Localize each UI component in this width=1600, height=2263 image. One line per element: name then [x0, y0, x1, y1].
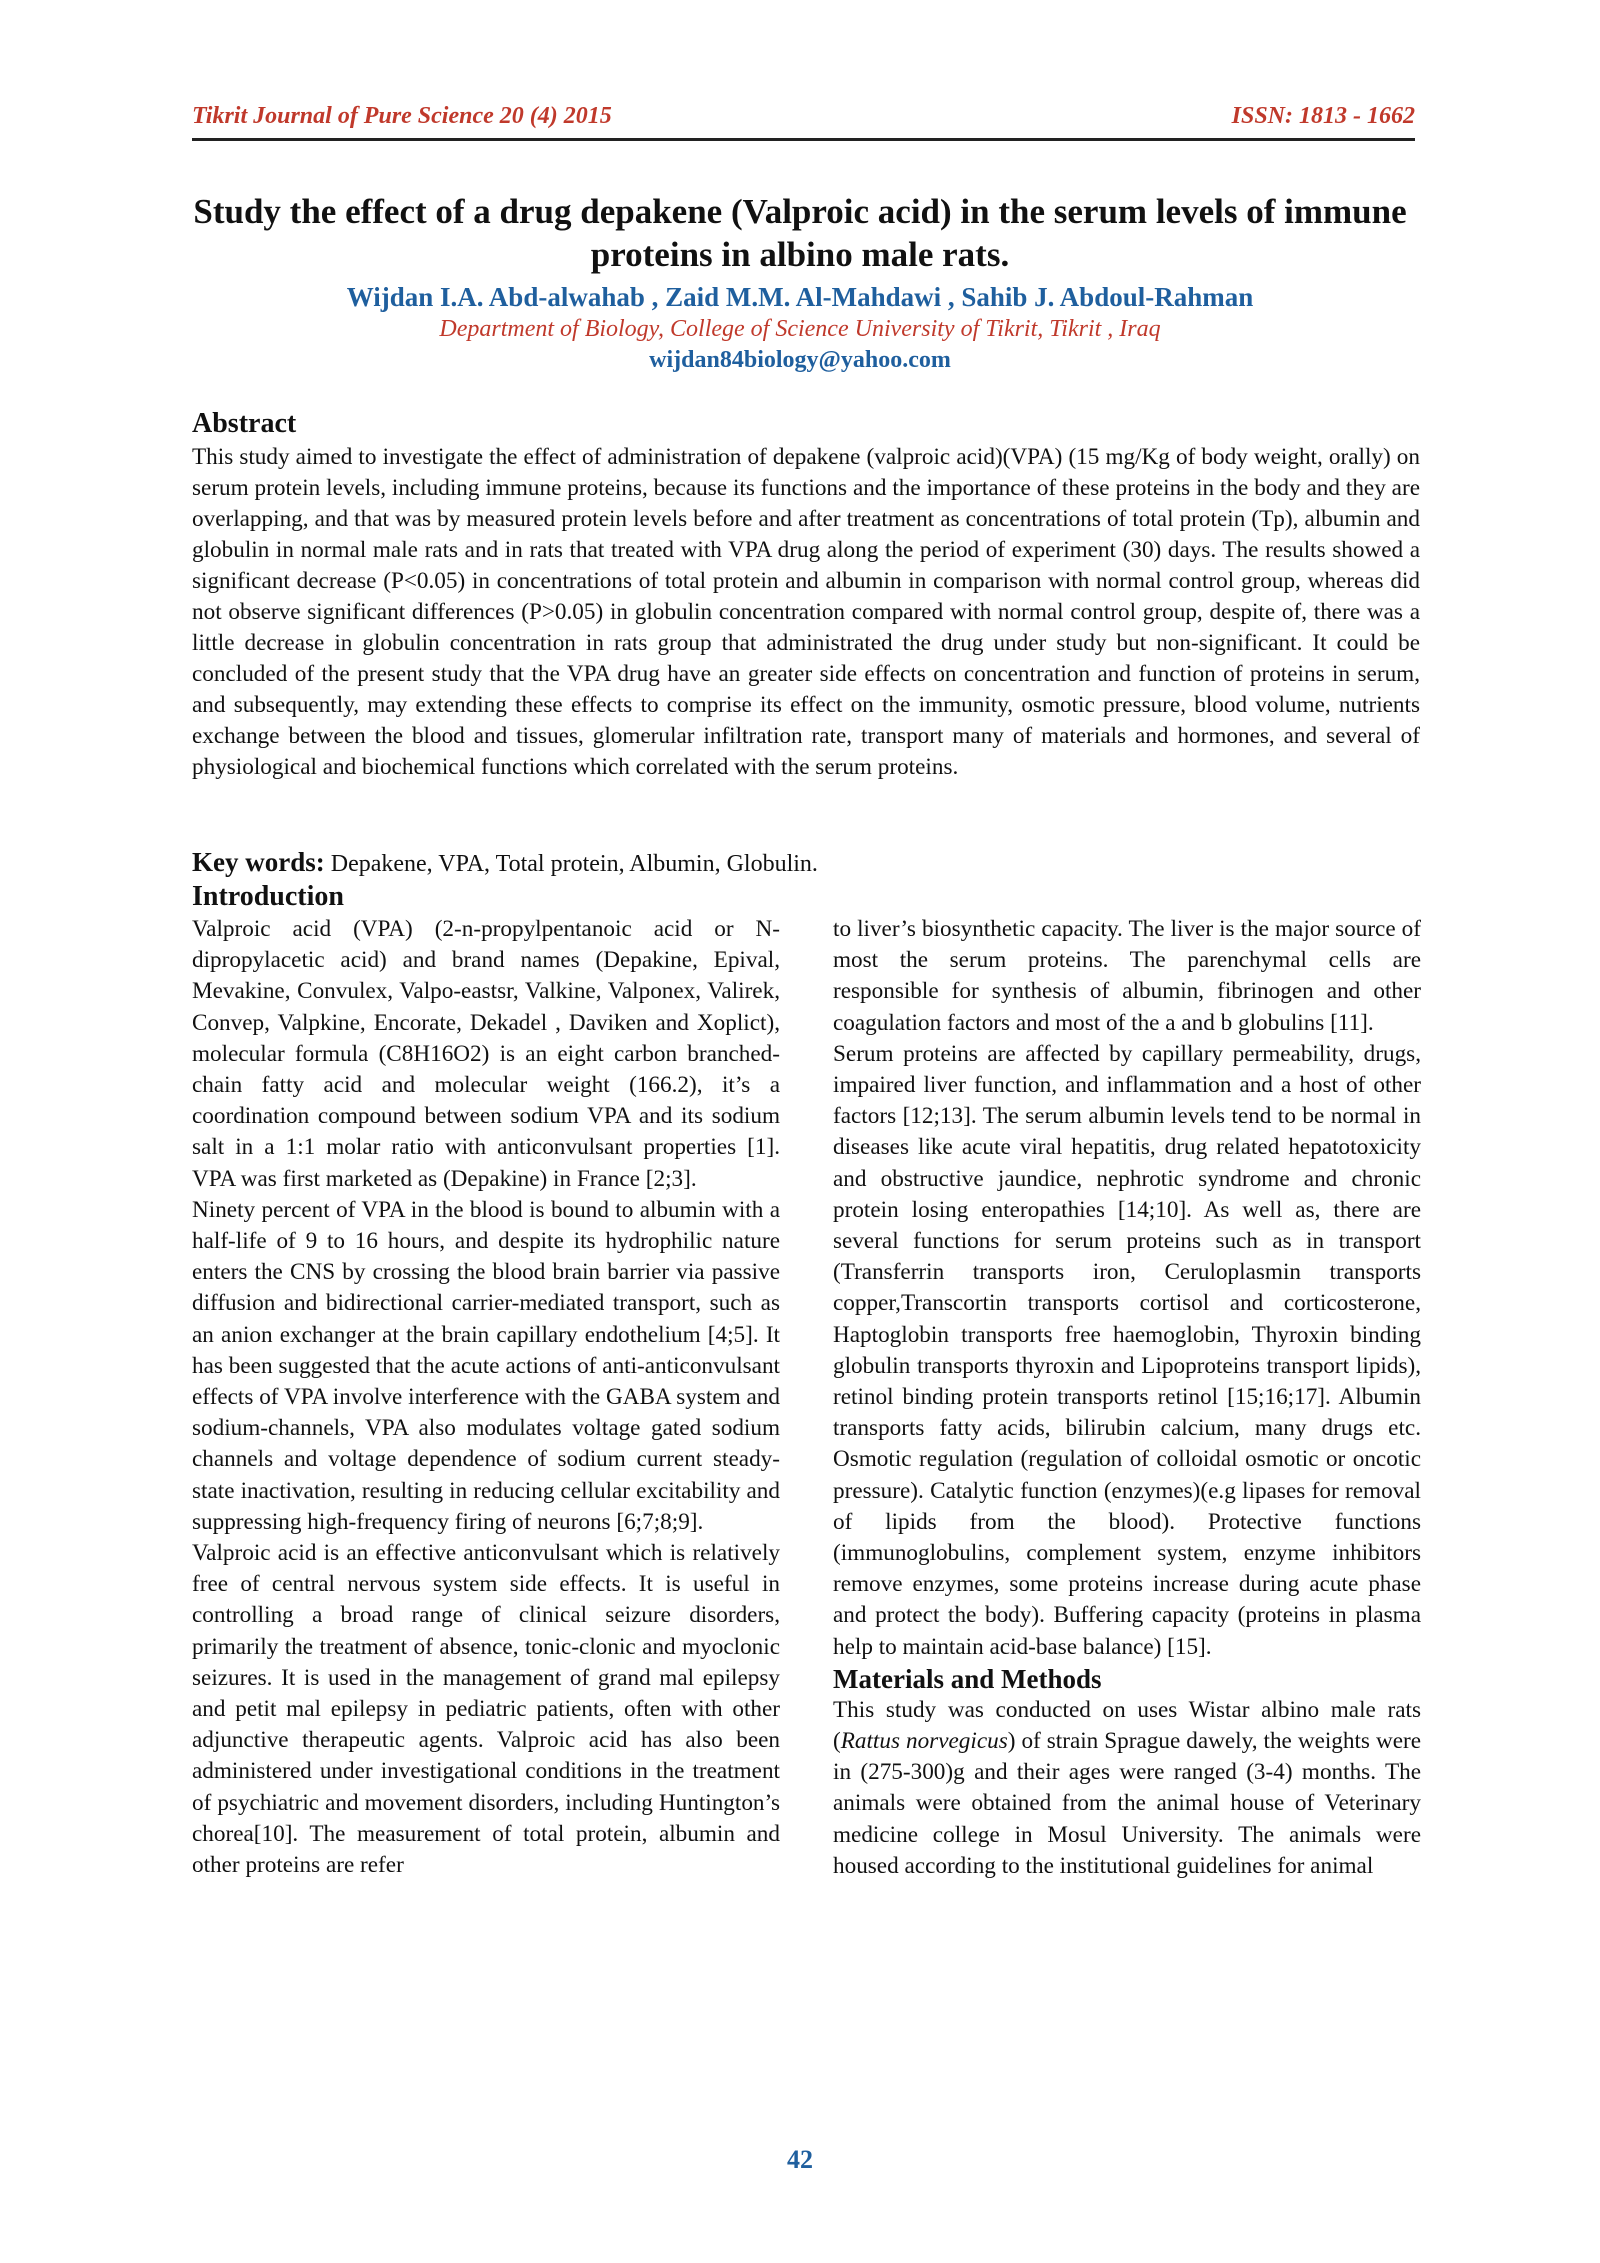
issn: ISSN: 1813 - 1662: [1231, 102, 1415, 129]
page-number: 42: [787, 2145, 813, 2174]
intro-paragraph: Valproic acid is an effective anticonvulsant which is relatively free of central nervous system side effects. It is useful in controlling a broad range of clinical seizure disorders, primarily the treatment of absence, tonic-clonic and myoclonic seizures. It is used in the management of grand mal epilepsy and petit mal epilepsy in pediatric patients, often with other adjunctive therapeutic agents. Valproic acid has also been administered under investigational conditions in the treatment of psychiatric and movement disorders, including Huntington’s chorea[10]. The measurement of total protein, albumin and other proteins are refer: [192, 1540, 780, 1879]
author-list: Wijdan I.A. Abd-alwahab , Zaid M.M. Al-Mahdawi , Sahib J. Abdoul-Rahman: [346, 282, 1254, 312]
left-column: [192, 914, 780, 1881]
methods-text-end: ) of strain Sprague dawely, the weights were in (275-300)g and their ages were ranged (3-4) months. The animals were obtained from the animal house of Veterinary medicine college in Mosul University. The animals were housed according to the institutional guidelines for animal: [833, 1728, 1422, 1879]
intro-paragraph: Ninety percent of VPA in the blood is bound to albumin with a half-life of 9 to 16 hours, and despite its hydrophilic nature enters the CNS by crossing the blood brain barrier via passive diffusion and bidirectional carrier-mediated transport, such as an anion exchanger at the brain capillary endothelium [4;5]. It has been suggested that the acute actions of anti-anticonvulsant effects of VPA involve interference with the GABA system and sodium-channels, VPA also modulates voltage gated sodium channels and voltage dependence of sodium current steady-state inactivation, resulting in reducing cellular excitability and suppressing high-frequency firing of neurons [6;7;8;9].: [192, 1196, 780, 1535]
running-header: [192, 100, 1415, 132]
introduction-heading: Introduction: [192, 881, 344, 912]
keywords-text: Depakene, VPA, Total protein, Albumin, Globulin.: [324, 851, 818, 877]
right-column: [833, 914, 1421, 1882]
intro-paragraph: Serum proteins are affected by capillary permeability, drugs, impaired liver function, and inflammation and a host of other factors [12;13]. The serum albumin levels tend to be normal in diseases like acute viral hepatitis, drug related hepatotoxicity and obstructive jaundice, nephrotic syndrome and chronic protein losing enteropathies [14;10]. As well as, there are several functions for serum proteins such as in transport (Transferrin transports iron, Ceruloplasmin transports copper,Transcortin transports cortisol and corticosterone, Haptoglobin transports free haemoglobin, Thyroxin binding globulin transports thyroxin and Lipoproteins transport lipids), retinol binding protein transports retinol [15;16;17]. Albumin transports fatty acids, bilirubin calcium, many drugs etc. Osmotic regulation (regulation of colloidal osmotic or oncotic pressure). Catalytic function (enzymes)(e.g lipases for removal of lipids from the blood). Protective functions (immunoglobulins, complement system, enzyme inhibitors remove enzymes, some proteins increase during acute phase and protect the body). Buffering capacity (proteins in plasma help to maintain acid-base balance) [15].: [833, 1040, 1421, 1660]
affiliation: Department of Biology, College of Science University of Tikrit, Tikrit , Iraq: [439, 316, 1161, 342]
intro-paragraph: Valproic acid (VPA) (2-n-propylpentanoic acid or N-dipropylacetic acid) and brand names (Depakine, Epival, Mevakine, Convulex, Valpo-eastsr, Valkine, Valponex, Valirek, Convep, Valpkine, Encorate, Dekadel , Daviken and Xoplict), molecular formula (C8H16O2) is an eight carbon branched-chain fatty acid and molecular weight (166.2), it’s a coordination compound between sodium VPA and its sodium salt in a 1:1 molar ratio with anticonvulsant properties [1]. VPA was first marketed as (Depakine) in France [2;3].: [192, 916, 780, 1192]
journal-name: Tikrit Journal of Pure Science 20 (4) 2015: [192, 102, 612, 129]
header-divider: [192, 138, 1415, 141]
paper-title: Study the effect of a drug depakene (Valproic acid) in the serum levels of immune proteins in albino male rats.: [193, 192, 1407, 274]
species-name: Rattus norvegicus: [840, 1728, 1008, 1755]
contact-email[interactable]: wijdan84biology@yahoo.com: [649, 347, 951, 373]
keywords: [192, 846, 1420, 880]
methods-text-start: This study was conducted on uses Wistar albino male rats (: [833, 1696, 1421, 1755]
methods-paragraph: [833, 1695, 1421, 1882]
methods-heading: Materials and Methods: [833, 1663, 1102, 1694]
keywords-label: Key words:: [192, 847, 325, 877]
abstract-heading: Abstract: [192, 408, 297, 439]
abstract-text: This study aimed to investigate the effect of administration of depakene (valproic acid)(VPA) (15 mg/Kg of body weight, orally) on serum protein levels, including immune proteins, because its functions and the importance of these proteins in the body and they are overlapping, and that was by measured protein levels before and after treatment as concentrations of total protein (Tp), albumin and globulin in normal male rats and in rats that treated with VPA drug along the period of experiment (30) days. The results showed a significant decrease (P<0.05) in concentrations of total protein and albumin in comparison with normal control group, whereas did not observe significant differences (P>0.05) in globulin concentration compared with normal control group, despite of, there was a little decrease in globulin concentration in rats group that administrated the drug under study but non-significant. It could be concluded of the present study that the VPA drug have an greater side effects on concentration and function of proteins in serum, and subsequently, may extending these effects to comprise its effect on the immunity, osmotic pressure, blood volume, nutrients exchange between the blood and tissues, glomerular infiltration rate, transport many of materials and hormones, and several of physiological and biochemical functions which correlated with the serum proteins.: [192, 444, 1420, 780]
intro-paragraph: to liver’s biosynthetic capacity. The liver is the major source of most the serum proteins. The parenchymal cells are responsible for synthesis of albumin, fibrinogen and other coagulation factors and most of the a and b globulins [11].: [833, 916, 1421, 1036]
